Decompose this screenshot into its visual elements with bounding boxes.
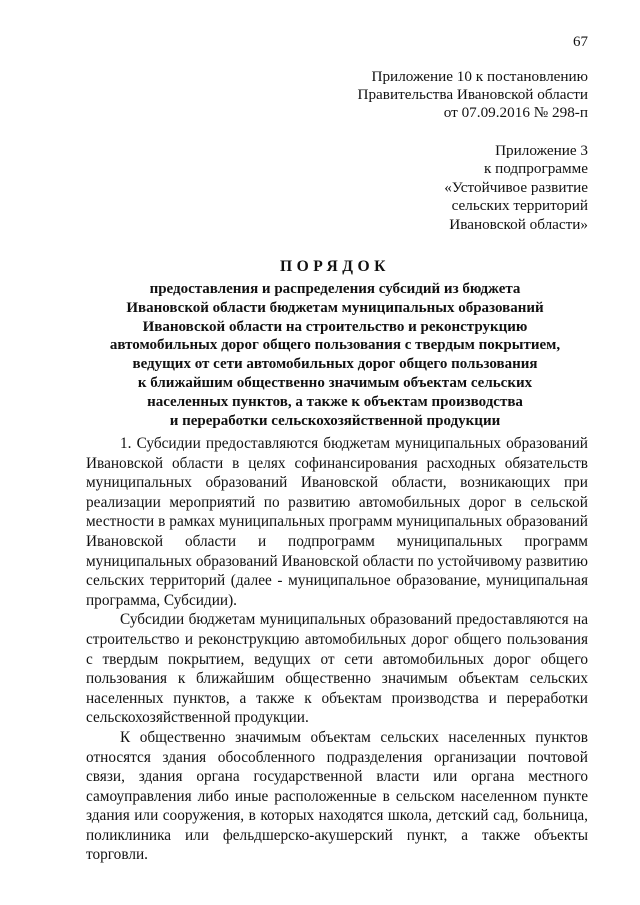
header-line: от 07.09.2016 № 298-п (443, 104, 588, 122)
document-title: ПОРЯДОК (280, 258, 390, 275)
title-block (70, 258, 600, 430)
header-line: Правительства Ивановской области (357, 86, 588, 104)
document-header (358, 68, 589, 123)
annex-line: к подпрограмме (483, 160, 588, 178)
paragraph: К общественно значимым объектам сельских населенных пунктов относятся здания обособленного подразделения организации почтовой связи, здания органа государственной власти или органа местного самоуправления либо иные расположенные в сельском населенном пункте здания или сооружения, в которых находятся школа, детский сад, больница, поликлиника или фельдшерско-акушерский пункт, а также объекты торговли. (86, 728, 588, 864)
subtitle-line: ведущих от сети автомобильных дорог общего пользования (132, 356, 538, 373)
subtitle-line: к ближайшим общественно значимым объектам сельских (137, 374, 533, 391)
document-body (86, 434, 588, 865)
paragraph: 1. Субсидии предоставляются бюджетам муниципальных образований Ивановской области в целях софинансирования расходных обязательств муниципальных образований Ивановской области, возникающих при реализации мероприятий по развитию автомобильных дорог в сельской местности в рамках муниципальных программ муниципальных образований Ивановской области и подпрограмм муниципальных программ муниципальных образований Ивановской области по устойчивому развитию сельских территорий (далее - муниципальное образование, муниципальная программа, Субсидии). (86, 435, 588, 609)
subtitle-line: населенных пунктов, а также к объектам производства (147, 393, 523, 410)
subtitle-line: предоставления и распределения субсидий из бюджета (149, 281, 521, 297)
header-line: Приложение 10 к постановлению (371, 68, 588, 85)
document-subtitle (70, 280, 600, 430)
annex-line: Приложение 3 (495, 142, 588, 159)
subtitle-line: и переработки сельскохозяйственной продукции (169, 412, 501, 429)
annex-line: Ивановской области» (449, 215, 588, 233)
subtitle-line: автомобильных дорог общего пользования с твердым покрытием, (109, 337, 561, 354)
page-number: 67 (573, 34, 588, 50)
annex-line: «Устойчивое развитие (444, 178, 588, 196)
subtitle-line: Ивановской области бюджетам муниципальных образований (126, 299, 544, 316)
paragraph: Субсидии бюджетам муниципальных образований предоставляются на строительство и реконструкцию автомобильных дорог общего пользования с твердым покрытием, ведущих от сети автомобильных дорог общего пользования к ближайшим общественно значимым объектам сельских населенных пунктов, а также к объектам производства и переработки сельскохозяйственной продукции. (86, 611, 588, 727)
annex-header (444, 142, 588, 234)
annex-line: сельских территорий (451, 197, 588, 215)
subtitle-line: Ивановской области на строительство и реконструкцию (142, 318, 528, 335)
